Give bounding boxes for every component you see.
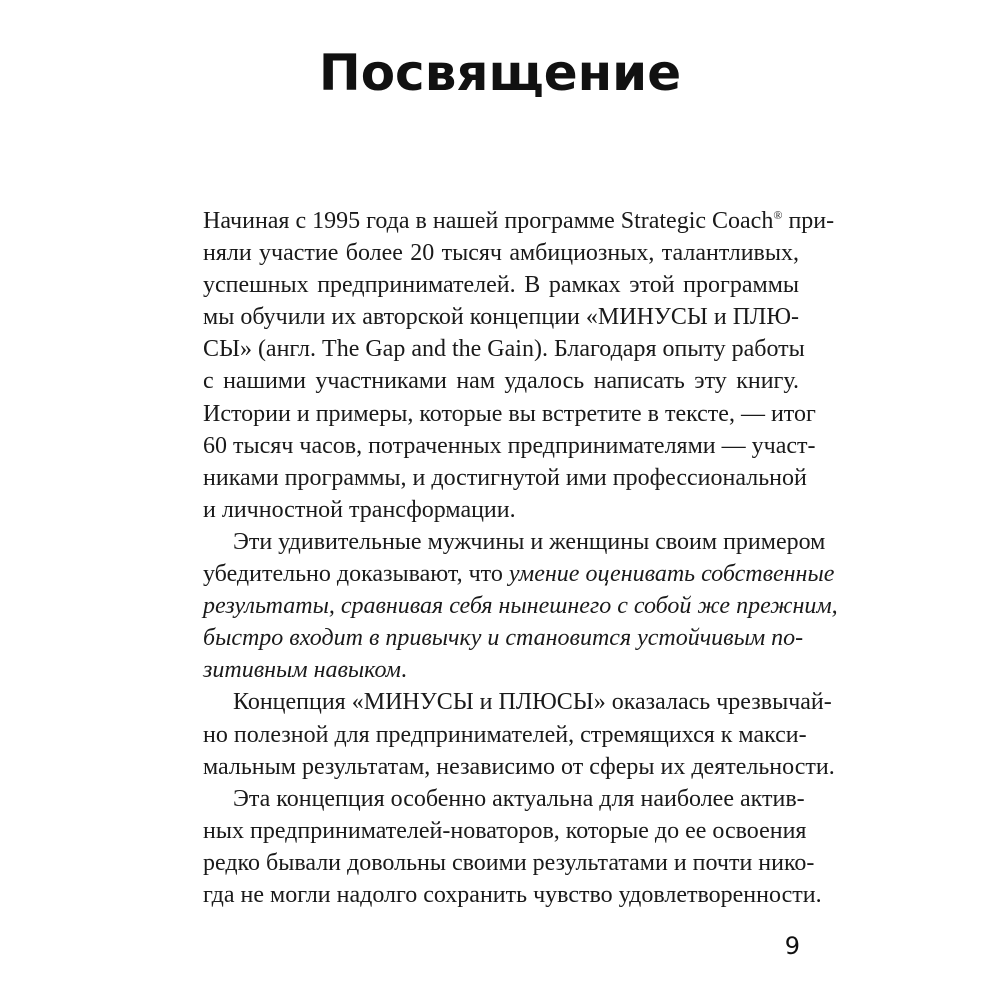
text-line: мальным результатам, независимо от сферы их деятельности. [203, 753, 835, 780]
text-line [203, 622, 804, 654]
text-line: мы обучили их авторской концепции «МИНУСЫ и ПЛЮ- [203, 304, 799, 331]
text-line: успешных предпринимателей. В рамках этой программы [203, 272, 799, 299]
text-line: ных предпринимателей-новаторов, которые до ее освоения [203, 817, 807, 844]
text-line: СЫ» (англ. The Gap and the Gain). Благодаря опыту работы [203, 336, 805, 363]
text-line: редко бывали довольны своими результатами и почти нико- [203, 849, 815, 876]
emphasis-text: умение оценивать собственные [508, 561, 835, 588]
text-line: Эти удивительные мужчины и женщины своим примером [233, 528, 826, 555]
text-line: никами программы, и достигнутой ими профессиональной [203, 464, 807, 491]
text-line: Начиная с 1995 года в нашей программе Strategic Coach® при- [203, 208, 835, 234]
emphasis-text: зитивным навыком [203, 657, 401, 684]
page-title: Посвящение [318, 44, 682, 102]
registered-mark: ® [773, 208, 783, 222]
paragraph [203, 783, 822, 911]
paragraph [203, 526, 838, 686]
emphasis-text: быстро входит в привычку и становится устойчивым по- [203, 625, 804, 652]
text-line: Эта концепция особенно актуальна для наиболее актив- [233, 785, 805, 812]
text-line: гда не могли надолго сохранить чувство удовлетворенности. [203, 881, 822, 908]
text-line: убедительно доказывают, что умение оценивать собственные [203, 561, 835, 588]
paragraph [203, 205, 835, 526]
text-line: но полезной для предпринимателей, стремящихся к макси- [203, 721, 807, 748]
text-line [203, 590, 838, 622]
dedication-body [203, 205, 838, 911]
paragraph [203, 686, 835, 782]
text-line: 60 тысяч часов, потраченных предпринимателями — участ- [203, 432, 816, 459]
text-line: с нашими участниками нам удалось написать эту книгу. [203, 368, 799, 395]
text-line: зитивным навыком. [203, 657, 407, 684]
page-number: 9 [784, 932, 800, 960]
text-line: няли участие более 20 тысяч амбициозных, талантливых, [203, 240, 799, 267]
text-line: и личностной трансформации. [203, 496, 516, 523]
text-line: Истории и примеры, которые вы встретите в тексте, — итог [203, 400, 816, 427]
text-line: Концепция «МИНУСЫ и ПЛЮСЫ» оказалась чрезвычай- [233, 689, 832, 716]
emphasis-text: результаты, сравнивая себя нынешнего с собой же прежним, [203, 593, 838, 620]
